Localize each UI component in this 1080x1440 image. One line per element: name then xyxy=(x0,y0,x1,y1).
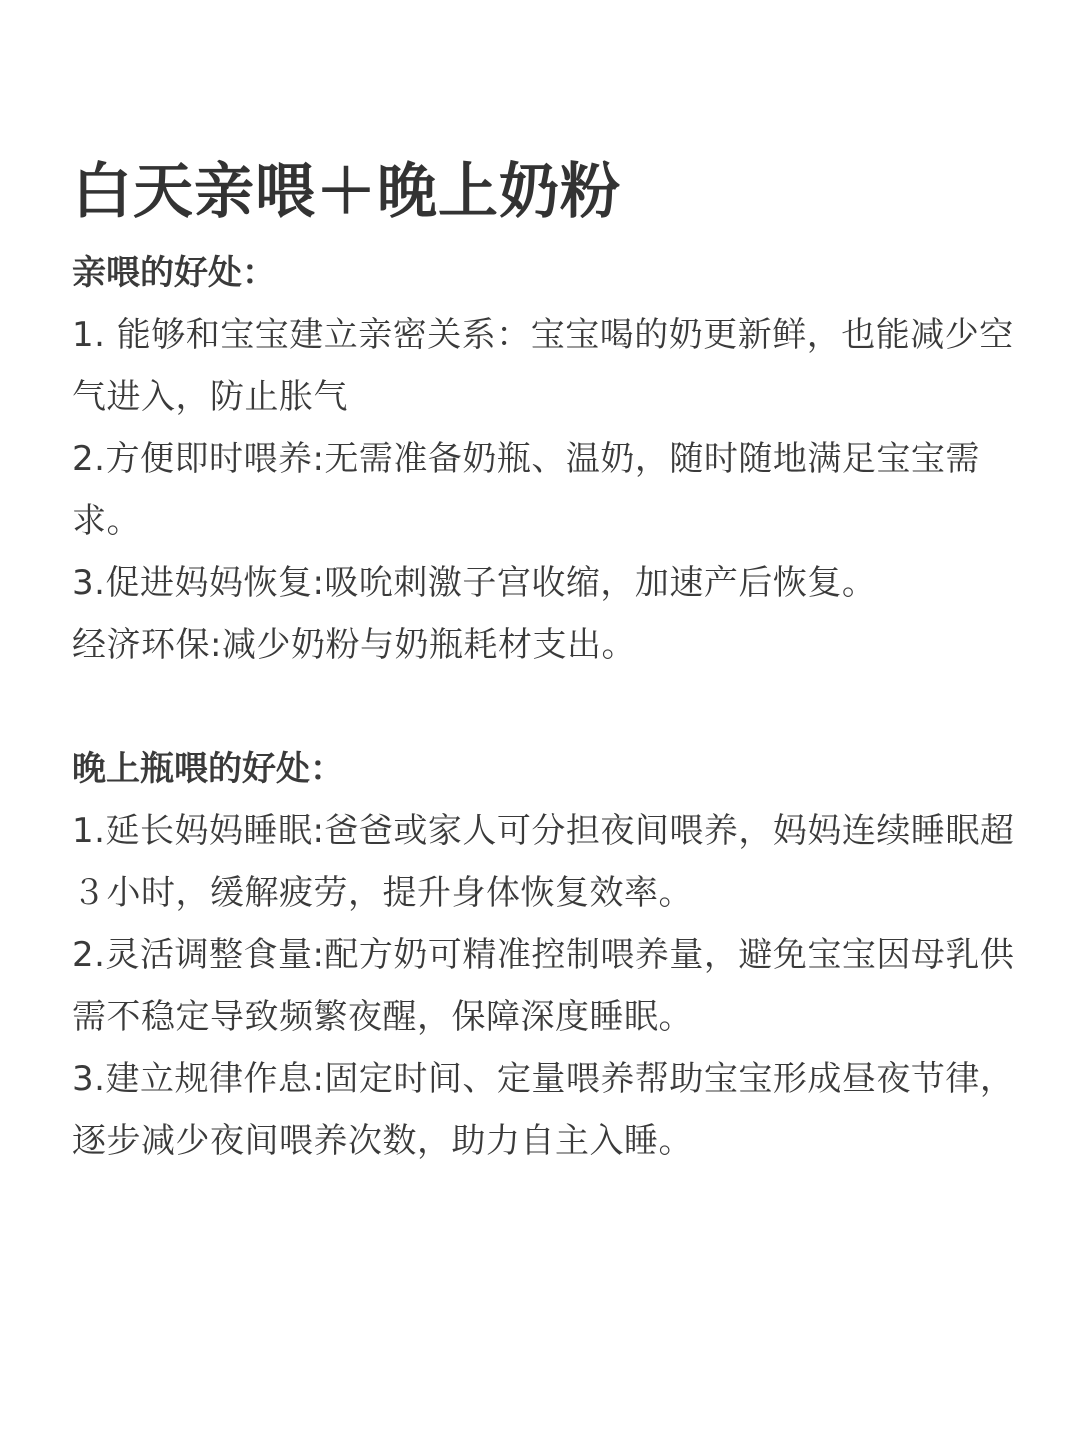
section-bottle-feeding xyxy=(72,738,1022,1172)
paragraph: 3.建立规律作息:固定时间、定量喂养帮助宝宝形成昼夜节律，逐步减少夜间喂养次数，助力自主入睡。 xyxy=(72,1059,1015,1161)
paragraph: 经济环保:减少奶粉与奶瓶耗材支出。 xyxy=(72,625,636,665)
paragraph: 1. 能够和宝宝建立亲密关系：宝宝喝的奶更新鲜，也能减少空气进入，防止胀气 xyxy=(72,315,1014,417)
section-heading-bottle-feeding: 晚上瓶喂的好处： xyxy=(72,749,344,789)
paragraph: 1.延长妈妈睡眠:爸爸或家人可分担夜间喂养，妈妈连续睡眠超３小时，缓解疲劳，提升身体恢复效率。 xyxy=(72,811,1015,913)
paragraph: 2.灵活调整食量:配方奶可精准控制喂养量，避免宝宝因母乳供需不稳定导致频繁夜醒，保障深度睡眠。 xyxy=(72,935,1015,1037)
section-spacer xyxy=(72,676,1022,738)
article xyxy=(72,150,1022,1172)
paragraph: 2.方便即时喂养:无需准备奶瓶、温奶，随时随地满足宝宝需求。 xyxy=(72,439,980,541)
paragraph: 3.促进妈妈恢复:吸吮刺激子宫收缩，加速产后恢复。 xyxy=(72,563,877,603)
section-breastfeeding xyxy=(72,242,1022,676)
section-heading-breastfeeding: 亲喂的好处： xyxy=(72,253,276,293)
page-title: 白天亲喂＋晚上奶粉 xyxy=(72,157,621,227)
